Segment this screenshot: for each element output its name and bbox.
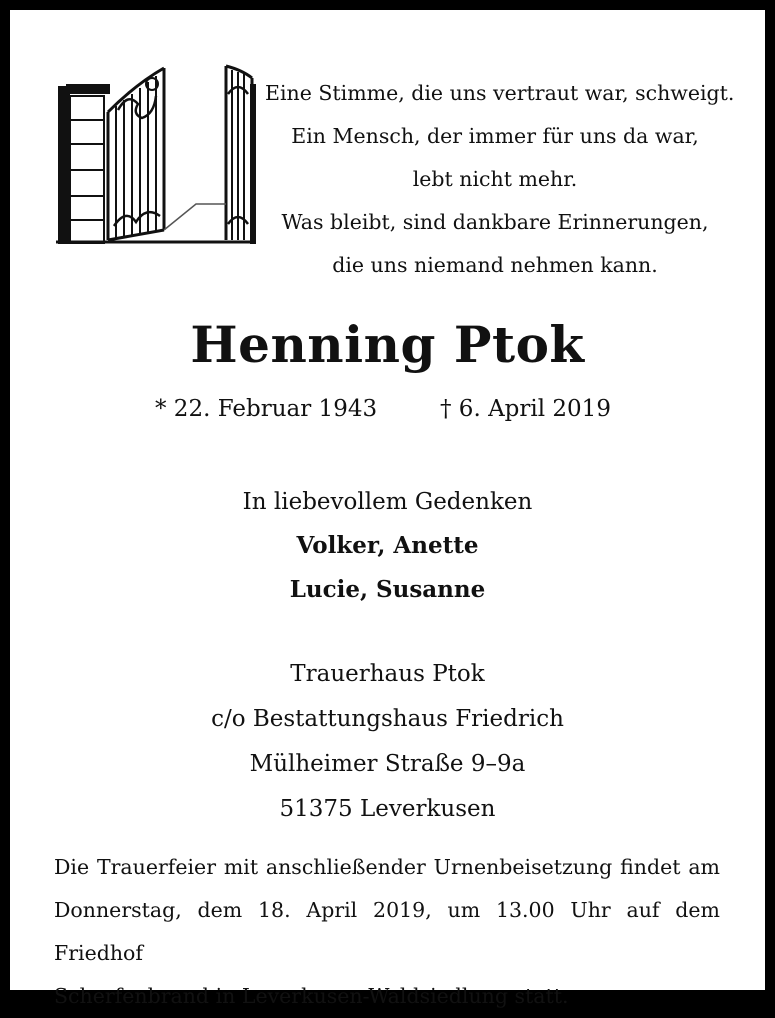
memorial-intro: In liebevollem Gedenken (242, 489, 533, 515)
poem-line: Was bleibt, sind dankbare Erinnerungen, (281, 210, 709, 234)
address-line: Mülheimer Straße 9–9a (249, 751, 526, 777)
poem-line: die uns niemand nehmen kann. (332, 253, 658, 277)
death-date: † 6. April 2019 (440, 396, 611, 422)
birth-date: * 22. Februar 1943 (155, 396, 378, 422)
mourning-address (10, 652, 765, 832)
mourner-names: Lucie, Susanne (289, 576, 486, 603)
obituary-frame (10, 10, 765, 1008)
address-line: Trauerhaus Ptok (290, 661, 485, 687)
notice-line: Scherfenbrand in Leverkusen-Waldsiedlung statt. (54, 984, 569, 1008)
notice-line: Die Trauerfeier mit anschließender Urnenbeisetzung findet am (54, 855, 720, 879)
deceased-name: Henning Ptok (190, 315, 585, 374)
memorial-block (10, 480, 765, 612)
poem-line: lebt nicht mehr. (412, 167, 578, 191)
address-line: 51375 Leverkusen (279, 796, 496, 822)
poem (265, 72, 735, 287)
notice-line: Donnerstag, dem 18. April 2019, um 13.00 Uhr auf dem Friedhof (54, 898, 720, 965)
poem-line: Ein Mensch, der immer für uns da war, (291, 124, 699, 148)
funeral-notice (54, 846, 720, 1018)
open-gate-illustration (56, 54, 256, 244)
poem-line: Eine Stimme, die uns vertraut war, schweigt. (265, 81, 735, 105)
mourner-names: Volker, Anette (296, 532, 479, 559)
address-line: c/o Bestattungshaus Friedrich (211, 706, 564, 732)
